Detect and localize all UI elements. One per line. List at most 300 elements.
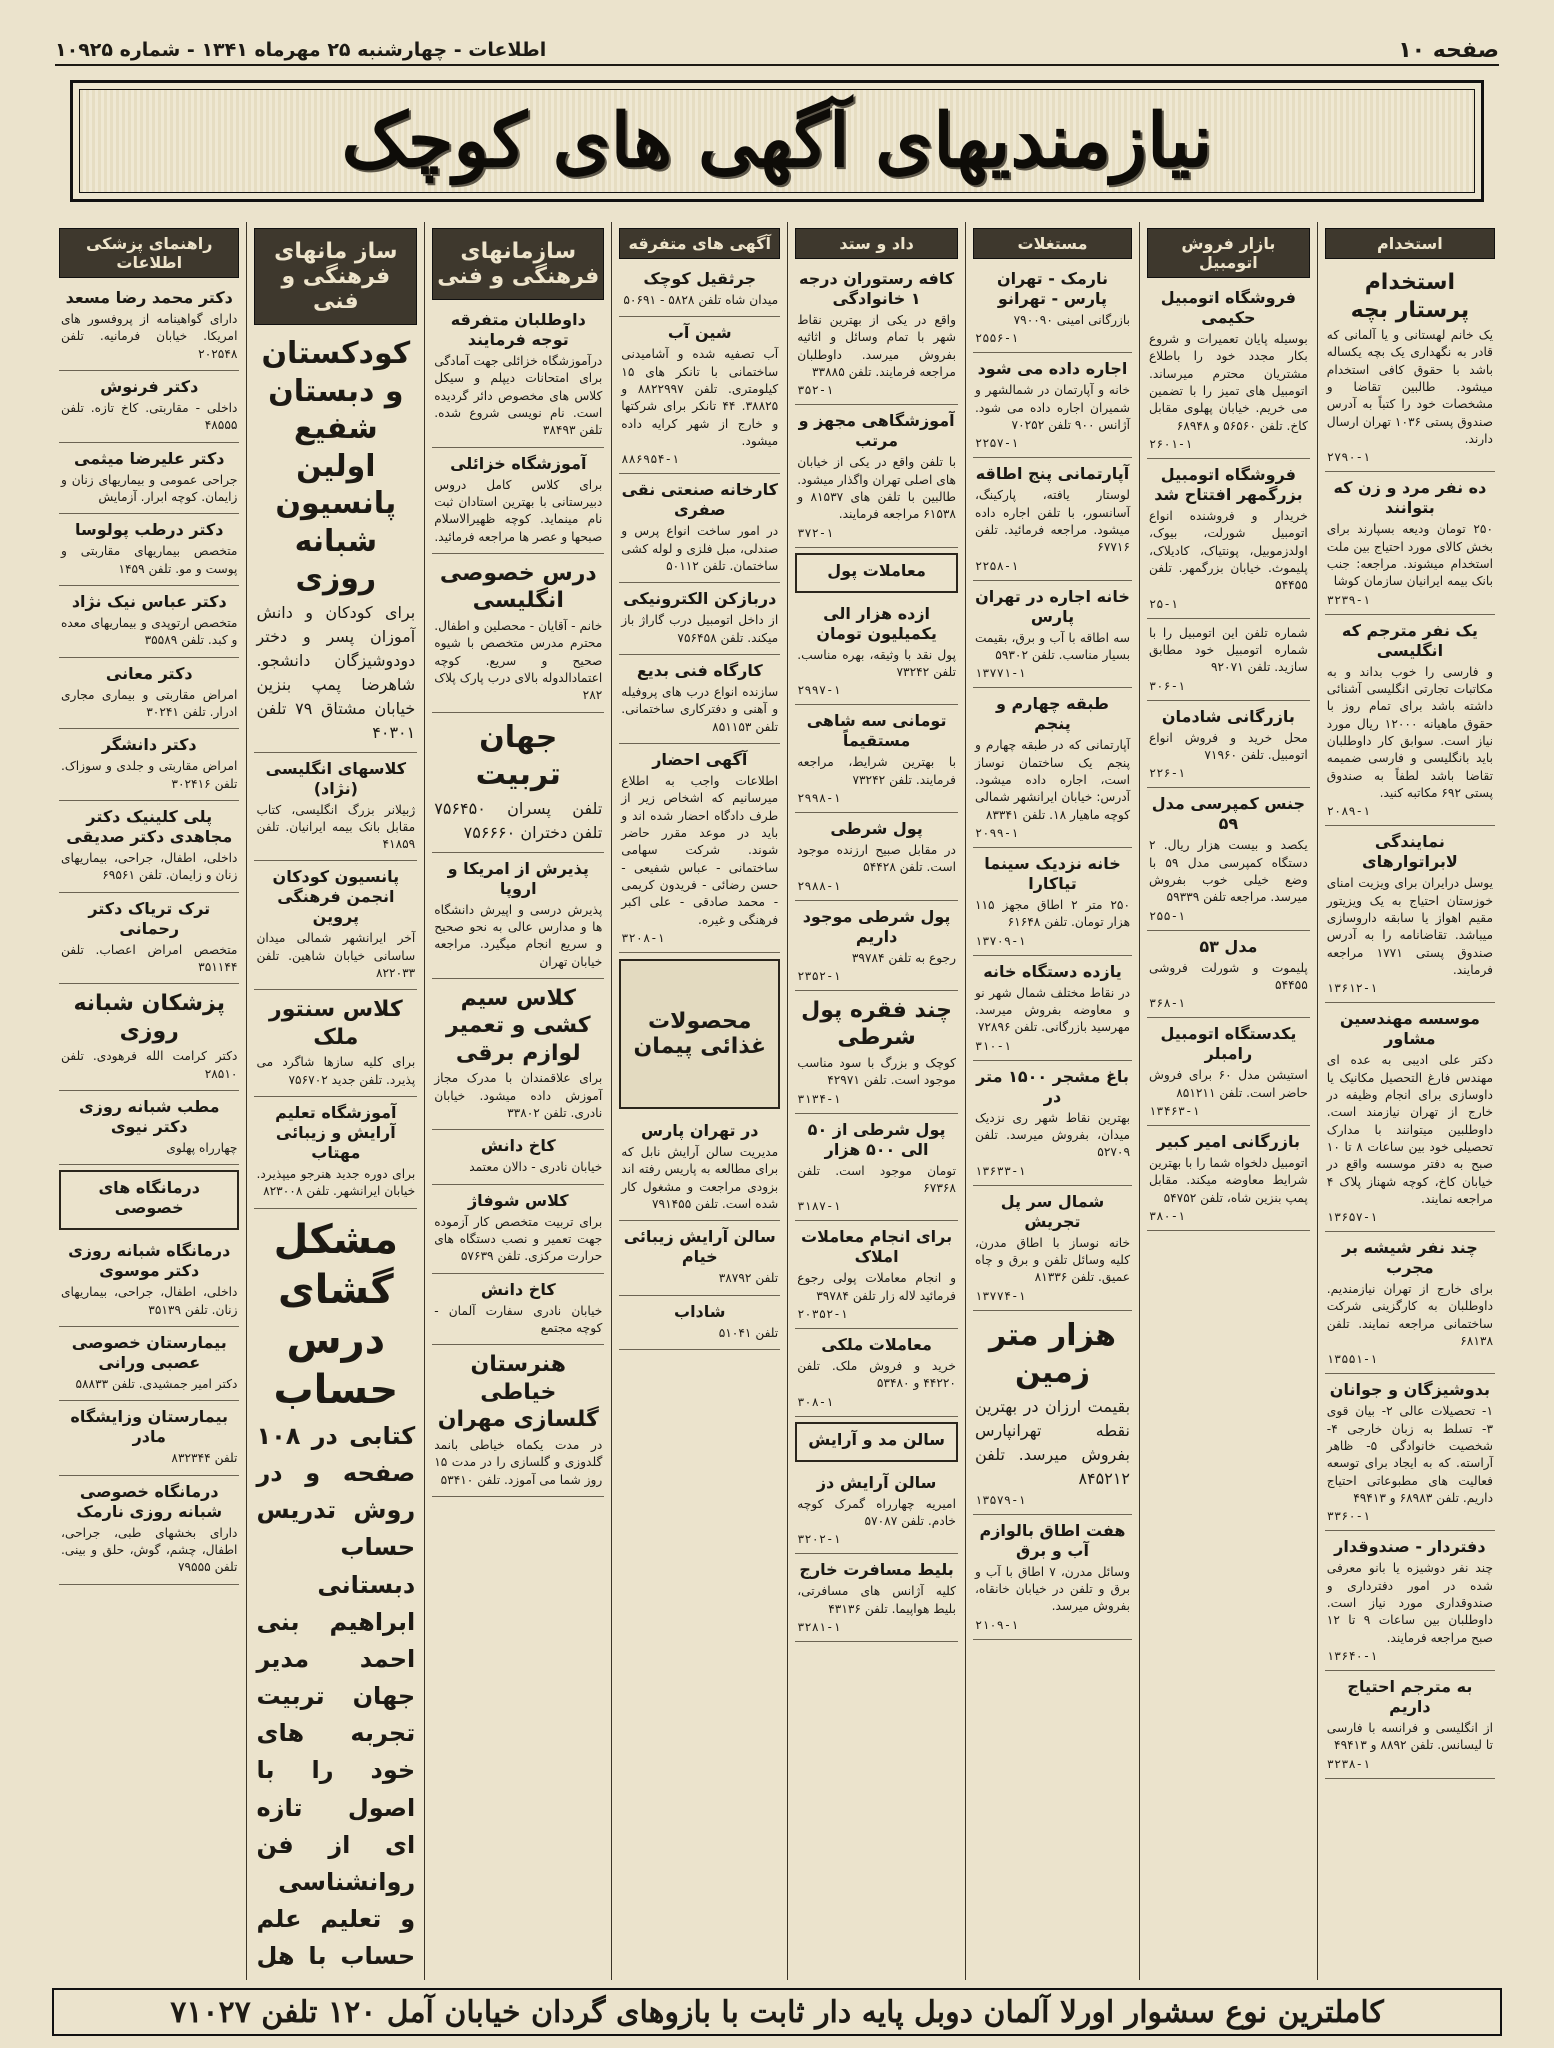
- ad-body: برای کلیه سازها شاگرد می پذیرد. تلفن جدید ۷۵۶۷۰۲: [256, 1055, 416, 1087]
- ad-body: اتومبیل دلخواه شما را با بهترین شرایط معاوضه میکند. مقابل پمپ بنزین شاه، تلفن ۵۴۷۵۲: [1149, 1155, 1308, 1205]
- ad-body: بهترین نقاط شهر ری نزدیک میدان، بفروش میرسد. تلفن ۵۲۷۰۹: [974, 1110, 1131, 1160]
- ad-body: خانم - آقایان - محصلین و اطفال. محترم مدرس متخصص با شیوه صحیح و سریع. کوچه اعتمادالدوله بالای درب پارک پلاک ۲۸۲: [434, 618, 603, 703]
- classified-ad: [795, 1554, 958, 1642]
- ad-body: پذیرش درسی و اپیرش دانشگاه ها و مدارس عالی به نحو صحیح و سریع انجام میگیرد. مراجعه خیابان تهران: [434, 902, 603, 969]
- ad-body: پول نقد با وثیقه، بهره مناسب. تلفن ۷۳۲۴۲: [797, 647, 956, 679]
- classified-ad: [254, 753, 417, 862]
- classified-ad: [1325, 1003, 1495, 1232]
- classified-ad: [795, 598, 958, 706]
- classified-ad: [59, 443, 239, 515]
- ad-body: داخلی - مقاربتی. کاخ تازه. تلفن ۴۸۵۵۵: [61, 400, 238, 433]
- classified-ad: [973, 688, 1132, 848]
- classified-ad: [59, 893, 239, 985]
- ad-title: بازرگانی امیر کبیر: [1156, 1131, 1301, 1151]
- ad-body: امیریه چهارراه گمرک کوچه خادم. تلفن ۵۷۰۸۷: [797, 1496, 956, 1528]
- ad-title: آگهی احضار: [652, 749, 748, 769]
- ad-body: پلیموت و شورلت فروشی ۵۴۴۵۵: [1149, 960, 1308, 992]
- ad-title: بلیط مسافرت خارج: [799, 1560, 954, 1580]
- ad-reference-number: ۲۷۹۰-۱: [1326, 450, 1371, 465]
- classified-ad: [254, 1097, 417, 1209]
- ad-title: کافه رستوران درجه ۱ خانوادگی: [799, 269, 955, 308]
- classified-ad: [973, 581, 1132, 689]
- ad-reference-number: ۲۲۵۸-۱: [974, 558, 1019, 573]
- ad-title: کلاس سیم کشی و تعمیر لوازم برقی: [445, 985, 591, 1066]
- column-heading: استخدام: [1325, 228, 1495, 259]
- classified-ad: [619, 317, 780, 474]
- ad-reference-number: ۲۰۹۹-۱: [974, 825, 1019, 840]
- ad-reference-number: ۱۳۵۵۱-۱: [1326, 1352, 1378, 1367]
- ad-title: یازده دستگاه خانه: [983, 961, 1122, 981]
- ad-title: آموزشگاه خزائلی: [450, 453, 587, 473]
- ad-reference-number: ۳۱۳۴-۱: [797, 1091, 841, 1106]
- ad-body: خرید و فروش ملک. تلفن ۴۴۲۲۰ و ۵۳۴۸۰: [797, 1358, 956, 1391]
- ad-title: اجاره داده می شود: [977, 359, 1128, 379]
- classified-ad: [619, 263, 780, 317]
- classified-ad: [795, 1422, 958, 1462]
- ad-body: دکتر علی ادیبی به عده ای مهندس فارغ التحصیل مکانیک یا داوسازی برای انجام وظیفه در خارج از تهران نیازمند است. داوطلبین میتوانند با مدارک تحصیلی خود بین ساعات ۸ تا ۱۰ صبح به دفتر موسسه واقع در خیابان کاخ، کوچه شهناز پلاک ۴ مراجعه نمایند.: [1326, 1053, 1494, 1206]
- ad-body: متخصص ارتوپدی و بیماریهای معده و کبد. تلفن ۳۵۵۸۹: [61, 615, 238, 648]
- classified-ad: [1325, 1232, 1495, 1374]
- ad-reference-number: ۲۲۶-۱: [1149, 766, 1186, 781]
- ad-body: از انگلیسی و فرانسه با فارسی تا لیسانس. تلفن ۸۸۹۲ و ۴۹۴۱۳: [1326, 1721, 1493, 1753]
- classified-ad: [973, 458, 1132, 580]
- ad-body: کوچک و بزرگ با سود مناسب موجود است. تلفن ۴۲۹۷۱: [797, 1055, 956, 1088]
- ad-reference-number: ۲۵۵۶-۱: [974, 331, 1019, 346]
- ad-body: متخصص بیماریهای مقاربتی و پوست و مو. تلفن ۱۴۵۹: [61, 544, 238, 576]
- ad-title: کاخ دانش: [480, 1136, 556, 1156]
- ad-reference-number: ۱۳۶۵۷-۱: [1326, 1210, 1378, 1225]
- ad-reference-number: ۳۲۸۱-۱: [797, 1619, 841, 1634]
- ad-reference-number: ۳۲۳۸-۱: [1326, 1756, 1371, 1771]
- ad-reference-number: ۳۲۰۸-۱: [621, 930, 665, 945]
- ad-reference-number: ۳۰۶-۱: [1149, 678, 1186, 693]
- classified-ad: [619, 1221, 780, 1295]
- ad-reference-number: ۳۲۰۲-۱: [797, 1532, 841, 1547]
- ad-title: فروشگاه اتومبیل بزرگمهر افتتاح شد: [1154, 464, 1303, 504]
- ad-body: در امور ساخت انواع پرس و صندلی، مبل فلزی و لوله کشی ساختمان. تلفن ۵۰۱۱۲: [621, 524, 779, 573]
- ad-body: خانه و آپارتمان در شمالشهر و شمیران اجاره داده می شود. آژانس ۹۰۰ تلفن ۷۰۲۵۲: [974, 383, 1131, 432]
- ad-title: بیمارستان خصوصی عصبی ورانی: [71, 1332, 227, 1372]
- ad-reference-number: ۳۶۸-۱: [1149, 996, 1186, 1011]
- classified-ad: [619, 583, 780, 655]
- classified-ad: [795, 705, 958, 813]
- column-heading: بازار فروش اتومبیل: [1147, 228, 1310, 278]
- ad-title: پول شرطی از ۵۰ الی ۵۰۰ هزار: [807, 1119, 946, 1159]
- ad-title: در تهران پارس: [640, 1120, 759, 1140]
- ad-body: ژبیلانر بزرگ انگلیسی، کتاب مقابل بانک بیمه ایرانیان. تلفن ۴۱۸۵۹: [256, 802, 416, 852]
- classified-ad: [973, 1061, 1132, 1186]
- ad-title: دکتر محمد رضا مسعد: [65, 288, 233, 307]
- ad-body: درآموزشگاه خزائلی جهت آمادگی برای امتحانات دیپلم و سیکل کلاس های مخصوص دائر گردیده است. نام نویسی شروع شده. تلفن ۳۸۴۹۳: [434, 354, 603, 438]
- classified-ad: [432, 979, 604, 1130]
- ad-title: طبقه چهارم و پنجم: [996, 694, 1109, 734]
- classified-ad: [432, 1130, 604, 1184]
- ad-body: برای علاقمندان با مدرک مجاز آموزش داده میشود. خیابان نادری. تلفن ۳۳۸۰۲: [434, 1071, 603, 1121]
- ad-body: با بهترین شرایط، مراجعه فرمایند. تلفن ۷۳۲۴۲: [797, 755, 956, 787]
- ad-title: هنرستان خیاطی گلسازی مهران: [437, 1352, 599, 1433]
- classified-ad: [59, 1476, 239, 1585]
- ad-body: یکصد و بیست هزار ریال. ۲ دستگاه کمپرسی مدل ۵۹ با وضع خیلی خوب بفروش میرسد. مراجعه تلفن ۵۹۳۳۹: [1149, 838, 1308, 905]
- ad-column: [611, 222, 787, 1980]
- ad-body: و انجام معاملات پولی رجوع فرمائید لاله زار تلفن ۳۹۷۸۴: [797, 1271, 956, 1303]
- ad-reference-number: ۳۵۲-۱: [797, 383, 834, 398]
- page-header: [55, 36, 1499, 66]
- classifieds-banner: [70, 80, 1484, 202]
- ad-title: خانه اجاره در تهران پارس: [975, 586, 1130, 626]
- ad-title: سالن مد و آرایش: [808, 1429, 945, 1449]
- ad-title: کارگاه فنی بدیع: [636, 660, 763, 680]
- ad-reference-number: ۱۳۶۱۲-۱: [1326, 981, 1378, 996]
- ad-title: کلاس شوفاژ: [467, 1190, 569, 1210]
- ad-title: دربازکن الکترونیکی: [623, 589, 777, 609]
- ad-title: شاداب: [673, 1301, 726, 1321]
- ad-body: دکتر امیر جمشیدی. تلفن ۵۸۸۳۳: [75, 1376, 238, 1391]
- classified-ad: [59, 282, 239, 371]
- ad-body: میدان شاه تلفن ۵۸۲۸ - ۵۰۶۹۱: [623, 293, 779, 307]
- classified-ad: [254, 990, 417, 1097]
- ad-title: شمال سر پل تجریش: [1000, 1191, 1105, 1231]
- banner-title: نیازمندیهای آگهی های کوچک: [341, 98, 1213, 184]
- ad-body: کتابی در ۱۰۸ صفحه و در روش تدریس حساب دبستانی ابراهیم بنی احمد مدیر جهان تربیت تجربه های خود را با اصول تازه ای از فن روانشناسی و تعلیم علم حساب با هل: [256, 1421, 416, 1971]
- ad-column: [52, 222, 246, 1980]
- ad-title: آموزشگاه تعلیم آرایش و زیبائی مهتاب: [275, 1103, 397, 1163]
- ad-reference-number: ۲۰۸۹-۱: [1326, 804, 1371, 819]
- ad-title: باغ مشجر ۱۵۰۰ متر در: [976, 1066, 1129, 1106]
- classified-ad: [619, 1296, 780, 1350]
- classified-ad: [1147, 701, 1310, 789]
- ad-title: مطب شبانه روزی دکتر نیوی: [78, 1096, 220, 1136]
- ad-column: [965, 222, 1139, 1980]
- classified-ad: [432, 554, 604, 713]
- ad-body: بازرگانی امینی ۷۹۰۰۹۰: [1013, 313, 1131, 327]
- ad-body: رجوع به تلفن ۳۹۷۸۴: [851, 950, 956, 965]
- classified-ad: [795, 553, 958, 593]
- ad-body: برای تربیت متخصص کار آزموده جهت تعمیر و نصب دستگاه های حرارت مرکزی. تلفن ۵۷۶۳۹: [434, 1214, 603, 1264]
- ad-body: تومان موجود است. تلفن ۶۷۳۶۸: [797, 1163, 956, 1195]
- ad-body: محل خرید و فروش انواع اتومبیل. تلفن ۷۱۹۶۰: [1149, 730, 1308, 762]
- ad-reference-number: ۲۲۵۷-۱: [974, 436, 1019, 451]
- food-products-advert: [619, 959, 780, 1109]
- ad-title: پذیرش از امریکا و اروپا: [447, 858, 589, 898]
- classified-ad: [973, 956, 1132, 1061]
- classified-ad: [432, 713, 604, 853]
- ad-body: تلفن ۳۸۷۹۲: [718, 1271, 779, 1286]
- ad-body: در مقابل صبیح ارزنده موجود است. تلفن ۵۴۴۲۸: [797, 842, 956, 875]
- classified-ad: [432, 853, 604, 979]
- ad-reference-number: ۲۰۳۵۲-۱: [797, 1306, 848, 1321]
- ad-body: خیابان نادری سفارت آلمان - کوچه مجتمع: [434, 1303, 603, 1336]
- ad-title: درمانگاه شبانه روزی دکتر موسوی: [68, 1241, 231, 1281]
- classified-ad: [795, 1221, 958, 1329]
- ad-body: امراض مقاربتی و جلدی و سوزاک. تلفن ۳۰۲۴۱۶: [61, 759, 238, 791]
- ad-body: برای کودکان و دانش آموزان پسر و دختر دودوشیزگان دانشجو. شاهرضا پمپ بنزین خیابان مشتاق ۷۹ تلفن ۴۰۳۰۱: [256, 602, 416, 742]
- ad-reference-number: ۱۳۶۴۰-۱: [1326, 1649, 1378, 1664]
- ad-title: نمایندگی لابراتوارهای: [1361, 832, 1458, 872]
- classified-ad: [1325, 1671, 1495, 1779]
- classified-ad: [619, 1115, 780, 1221]
- ad-body: ۱- تحصیلات عالی ۲- بیان قوی ۳- تسلط به زبان خارجی ۴- شخصیت خانوادگی ۵- ظاهر آراسته. که به ایجاد برای توسعه فعالیت های مطبوعاتی احتیاج داریم. تلفن ۶۸۹۸۳ و ۴۹۴۱۳: [1326, 1404, 1494, 1506]
- ad-title: معاملات پول: [827, 560, 926, 580]
- ad-body: سازنده انواع درب های پروفیله و آهنی و دفترکاری ساختمانی. تلفن ۸۵۱۱۵۳: [621, 684, 779, 734]
- footer-advert: کاملترین نوع سشوار اورلا آلمان دوبل پایه دار ثابت با بازوهای گردان خیابان آمل ۱۲۰ تلفن ۷۱۰۲۷: [52, 1988, 1502, 2036]
- ad-reference-number: ۳۱۰-۱: [974, 1038, 1012, 1053]
- classified-ad: [432, 304, 604, 448]
- classified-ad: [1147, 931, 1310, 1019]
- ad-body: آپارتمانی که در طبقه چهارم و پنجم یک ساختمان نوساز است، اجاره داده میشود. آدرس: خیابان ایرانشهر شمالی کوچه ماهیار ۱۸. تلفن ۸۳۳۴۱: [974, 738, 1131, 822]
- classified-ad: [1147, 619, 1310, 701]
- ad-title: دکتر معانی: [105, 663, 193, 683]
- column-heading: آگهی های متفرقه: [619, 228, 780, 259]
- ad-title: بیمارستان وزایشگاه مادر: [70, 1407, 229, 1447]
- ad-title: درمانگاه های خصوصی: [98, 1178, 200, 1218]
- ad-title: ترک تریاک دکتر رحمانی: [88, 898, 211, 938]
- ad-title: جرثقیل کوچک: [643, 269, 757, 288]
- ad-body: واقع در یکی از بهترین نقاط شهر با تمام وسائل و اثاثیه بفروش میرسد. داوطلبان مراجعه فرمایند. تلفن ۳۳۸۸۵: [797, 313, 956, 379]
- ad-reference-number: ۲۵-۱: [1149, 596, 1178, 611]
- ad-title: ده نفر مرد و زن که بتوانند: [1333, 478, 1487, 518]
- ad-body: شماره تلفن این اتومبیل را با شماره اتومبیل خود مطابق سازید. تلفن ۹۲۰۷۱: [1149, 625, 1308, 675]
- ad-title: نارمک - تهران پارس - تهرانو: [997, 269, 1108, 308]
- ad-body: تلفن ۸۳۲۳۴۴: [171, 1451, 238, 1466]
- classified-ad: [795, 1467, 958, 1555]
- ad-body: چهارراه پهلوی: [166, 1140, 238, 1155]
- classified-ad: [432, 1345, 604, 1496]
- classified-ad: [1147, 1126, 1310, 1231]
- ad-body: با تلفن واقع در یکی از خیابان های اصلی تهران واگذار میشود. طالبین با تلفن های ۸۱۵۳۷ و ۶۱۵۳۸ مراجعه فرمایند.: [797, 455, 956, 522]
- ad-reference-number: ۱۳۷۷۱-۱: [974, 666, 1026, 681]
- classified-ad: [619, 474, 780, 583]
- ad-title: دفتردار - صندوقدار: [1334, 1537, 1486, 1557]
- column-heading: راهنمای پزشکی اطلاعات: [59, 228, 239, 278]
- classified-ad: [973, 848, 1132, 956]
- ad-body: امراض مقاربتی و بیماری مجاری ادرار. تلفن ۳۰۲۴۱: [61, 687, 238, 719]
- classified-ad: [973, 353, 1132, 458]
- ad-reference-number: ۱۳۷۷۴-۱: [974, 1288, 1026, 1303]
- ad-title: برای انجام معاملات املاک: [801, 1227, 953, 1267]
- ad-body: دارای گواهینامه از پروفسور های امریکا. خیابان فرمانیه. تلفن ۲۰۲۵۴۸: [61, 312, 238, 361]
- classified-ad: [973, 1515, 1132, 1640]
- ad-body: برای دوره جدید هنرجو میپذیرد. خیابان ایرانشهر. تلفن ۸۲۳۰۰۸: [256, 1167, 416, 1199]
- classified-ad: [432, 448, 604, 554]
- ad-body: چند نفر دوشیزه یا بانو معرفی شده در امور دفترداری و صندوقداری مورد نیاز است. داوطلبان بین ساعات ۹ تا ۱۲ صبح مراجعه فرمایند.: [1326, 1561, 1493, 1645]
- ad-body: سه اطاقه با آب و برق، بقیمت بسیار مناسب. تلفن ۵۹۳۰۲: [974, 630, 1131, 662]
- classified-ad: [59, 658, 239, 730]
- classified-ad: [1325, 615, 1495, 827]
- classified-ad: [973, 1186, 1132, 1311]
- ad-title: چند فقره پول شرطی: [801, 997, 953, 1051]
- classified-ad: [1325, 826, 1495, 1003]
- ad-title: دکتر درطب پولوسا: [75, 520, 224, 540]
- ad-title: چند نفر شیشه بر مجرب: [1342, 1238, 1478, 1278]
- ad-body: در مدت یکماه خیاطی بانمد گلدوزی و گلسازی را در مدت ۱۵ روز شما می آموزد. تلفن ۵۳۴۱۰: [434, 1437, 603, 1487]
- classified-ad: [59, 514, 239, 586]
- ad-body: برای خارج از تهران نیازمندیم. داوطلبان به کارگزینی شرکت ساختمانی مراجعه نمایند. تلفن ۶۸۱۳۸: [1326, 1282, 1493, 1349]
- ad-title: فروشگاه اتومبیل حکیمی: [1160, 288, 1296, 327]
- classified-ad: [59, 1170, 239, 1230]
- ad-body: از داخل اتومبیل درب گاراژ باز میکند. تلفن ۷۵۶۴۵۸: [621, 613, 779, 645]
- ad-title: هزار متر زمین: [989, 1317, 1116, 1391]
- ad-reference-number: ۲۹۸۸-۱: [797, 878, 841, 893]
- ad-title: تومانی سه شاهی مستقیماً: [806, 711, 947, 751]
- ad-reference-number: ۲۹۹۸-۱: [797, 790, 841, 805]
- classified-ad: [1147, 282, 1310, 459]
- ad-title: پول شرطی موجود داریم: [802, 906, 951, 946]
- ad-body: وسائل مدرن، ۷ اطاق با آب و برق و تلفن در خیابان خانقاه، بفروش میرسد.: [974, 1564, 1131, 1614]
- ad-title: دکتر علیرضا میثمی: [74, 448, 225, 468]
- ad-title: معاملات ملکی: [821, 1334, 932, 1354]
- ad-body: بوسیله پایان تعمیرات و شروع بکار مجدد خود را باطلاع مشتریان محترم میرساند. اتومبیل های تمیز را با تضمین می خریم. خیابان پهلوی مقابل کاخ. تلفن ۵۶۵۶۰ و ۶۸۹۴۸: [1149, 332, 1308, 433]
- ad-body: آخر ایرانشهر شمالی میدان ساسانی خیابان شاهین. تلفن ۸۲۲۰۳۳: [256, 931, 416, 981]
- ad-title: آموزشگاهی مجهز و مرتب: [798, 411, 955, 451]
- classified-ad: [59, 586, 239, 658]
- ad-body: یک خانم لهستانی و یا آلمانی که قادر به نگهداری یک بچه یکساله باشد با حقوق کافی استخدام میشود. طالبین تقاضا و مشخصات خود را کتباً به آدرس صندوق پستی ۱۰۳۶ تهران ارسال دارند.: [1326, 328, 1493, 446]
- ad-body: تلفن ۵۱۰۴۱: [718, 1325, 779, 1340]
- ad-body: جراحی عمومی و بیماریهای زنان و زایمان. کوچه ابرار. آزمایش: [61, 472, 238, 504]
- ad-title: پزشکان شبانه روزی: [73, 991, 226, 1044]
- classified-ad: [795, 1114, 958, 1222]
- ad-reference-number: ۸۸۶۹۵۴-۱: [621, 452, 680, 467]
- ad-body: کلیه آژانس های مسافرتی، بلیط هواپیما. تلفن ۴۳۱۳۶: [797, 1584, 956, 1616]
- ad-reference-number: ۳۳۶۰-۱: [1326, 1509, 1371, 1524]
- ad-body: بقیمت ارزان در بهترین نقطه تهرانپارس بفروش میرسد. تلفن ۸۴۵۲۱۲: [974, 1396, 1131, 1488]
- classified-ad: [254, 861, 417, 990]
- column-heading: مستغلات: [973, 228, 1132, 259]
- classified-ad: [973, 263, 1132, 353]
- ad-column: [1139, 222, 1317, 1980]
- column-heading: داد و ستد: [795, 228, 958, 259]
- ad-column: [1317, 222, 1502, 1980]
- ad-reference-number: ۱۳۴۶۳-۱: [1149, 1103, 1200, 1118]
- ad-body: تلفن پسران ۷۵۶۴۵۰ تلفن دختران ۷۵۶۶۶۰: [434, 798, 603, 842]
- classified-ad: [254, 1209, 417, 1980]
- ad-body: در نقاط مختلف شمال شهر نو و معاوضه بفروش میرسد. مهرسید بازرگانی. تلفن ۷۲۸۹۶: [974, 985, 1131, 1035]
- ad-title: درمانگاه خصوصی شبانه روزی نارمک: [76, 1481, 223, 1521]
- classified-ad: [59, 1401, 239, 1475]
- ad-reference-number: ۳۲۳۹-۱: [1326, 592, 1371, 607]
- ad-title: هفت اطاق بالوازم آب و برق: [979, 1520, 1126, 1560]
- ad-title: داوطلبان متفرقه توجه فرمایند: [450, 310, 586, 349]
- ad-title: استخدام پرستار بچه: [1350, 270, 1470, 323]
- ad-body: و فارسی را خوب بداند و به مکاتبات تجارتی انگلیسی آشنائی داشته باشد برای تمام روز با حقوق ماهیانه ۱۲۰۰۰ ریال مورد نیاز است. سوابق کار داوطلبان باید بانگلیسی و فارسی ضمیمه تقاضا باشد لطفاً به صندوق پستی ۶۹۲ مکاتبه کنید.: [1326, 664, 1493, 800]
- ad-title: پلی کلینیک دکتر مجاهدی دکتر صدیقی: [66, 806, 233, 846]
- ad-body: دارای بخشهای طبی، جراحی، اطفال، چشم، گوش، حلق و بینی. تلفن ۷۹۵۵۵: [61, 1525, 238, 1575]
- ad-title: شین آب: [667, 323, 732, 343]
- classified-ad: [59, 1327, 239, 1401]
- classified-ad: [432, 1185, 604, 1274]
- ad-title: پول شرطی: [830, 818, 923, 838]
- ad-title: جنس کمپرسی مدل ۵۹: [1151, 794, 1306, 834]
- classified-ad: [59, 371, 239, 443]
- ad-body: خیابان نادری - دالان معتمد: [469, 1160, 603, 1175]
- classified-ad: [1147, 788, 1310, 930]
- ad-title: سالن آرایش زیبائی خیام: [623, 1227, 776, 1267]
- classified-ad: [59, 1235, 239, 1327]
- ad-body: داخلی، اطفال، جراحی، بیماریهای زنان و زایمان. تلفن ۶۹۵۶۱: [61, 850, 238, 883]
- ad-body: دکتر کرامت الله فرهودی. تلفن ۲۸۵۱۰: [61, 1049, 238, 1081]
- classified-ad: [1325, 263, 1495, 472]
- classified-ad: [795, 263, 958, 405]
- ad-title: کلاس سنتور ملک: [269, 997, 403, 1050]
- ad-title: موسسه مهندسین مشاور: [1339, 1009, 1480, 1049]
- classified-ad: [619, 744, 780, 953]
- classified-ad: [619, 655, 780, 744]
- ad-columns: [52, 222, 1502, 1980]
- classified-ad: [59, 801, 239, 893]
- ad-title: سالن آرایش دز: [816, 1472, 937, 1492]
- ad-title: مدل ۵۳: [1199, 936, 1258, 956]
- ad-title: دکتر فرنوش: [100, 376, 199, 396]
- ad-reference-number: ۲۵۵-۱: [1149, 908, 1186, 923]
- ad-body: ۲۵۰ متر ۲ اطاق مجهز ۱۱۵ هزار تومان. تلفن ۶۱۶۴۸: [974, 897, 1131, 930]
- ad-title: جهان تربیت: [475, 719, 561, 793]
- ad-title: کارخانه صنعتی نقی صفری: [621, 480, 778, 520]
- ad-body: خریدار و فروشنده انواع اتومبیل شورلت، بیوک، اولدزموبیل، پونتیاک، کادیلاک، پلیموث. خیابان بزرگمهر. تلفن ۵۴۴۵۵: [1149, 508, 1308, 593]
- classified-ad: [432, 1274, 604, 1346]
- ad-title: کلاسهای انگلیسی (نژاد): [265, 758, 406, 798]
- page-number: صفحه ۱۰: [1398, 37, 1499, 63]
- ad-body: داخلی، اطفال، جراحی، بیماریهای زنان. تلفن ۳۵۱۳۹: [61, 1285, 238, 1317]
- ad-body: مدیریت سالن آرایش نابل که برای مطالعه به پاریس رفته اند بزودی مراجعت و مشغول کار شده است. تلفن ۷۹۱۴۵۵: [621, 1144, 779, 1211]
- ad-title: درس خصوصی انگلیسی: [439, 560, 597, 614]
- ad-title: دکتر دانشگر: [101, 735, 197, 755]
- ad-column: [787, 222, 965, 1980]
- classified-ad: [795, 991, 958, 1114]
- ad-reference-number: ۲۱۰۹-۱: [974, 1617, 1019, 1632]
- ad-reference-number: ۱۳۷۰۹-۱: [974, 933, 1026, 948]
- classified-ad: [59, 984, 239, 1091]
- ad-title: ازده هزار الی یکمیلیون تومان: [816, 603, 937, 643]
- ad-column: [424, 222, 611, 1980]
- ad-title: کودکستان و دبستان شفیع اولین پانسیون شبانه روزی: [261, 336, 411, 596]
- classified-ad: [254, 329, 417, 753]
- ad-title: خانه نزدیک سینما تیاکارا: [984, 853, 1121, 893]
- ad-reference-number: ۲۹۹۷-۱: [797, 683, 841, 698]
- column-heading: ساز مانهای فرهنگی و فنی: [254, 228, 417, 325]
- ad-body: استیشن مدل ۶۰ برای فروش حاضر است. تلفن ۸۵۱۲۱۱: [1149, 1068, 1308, 1100]
- ad-reference-number: ۳۸۰-۱: [1149, 1208, 1186, 1223]
- classified-ad: [1147, 459, 1310, 619]
- ad-title: کاخ دانش: [480, 1279, 556, 1299]
- ad-title: بازرگانی شادمان: [1161, 706, 1295, 726]
- advert-title: محصولات غذائی پیمان: [633, 1008, 766, 1059]
- classified-ad: [973, 1311, 1132, 1515]
- classified-ad: [1325, 1531, 1495, 1671]
- ad-column: [246, 222, 424, 1980]
- classified-ad: [1325, 472, 1495, 614]
- ad-title: یک نفر مترجم که انگلیسی: [1341, 620, 1478, 660]
- classified-ad: [795, 901, 958, 991]
- classified-ad: [795, 405, 958, 547]
- ad-title: دکتر عباس نیک نژاد: [71, 591, 227, 611]
- ad-reference-number: ۲۶۰۱-۱: [1149, 436, 1193, 451]
- ad-body: لوستار یافته، پارکینگ، آسانسور، با تلفن اجاره داده میشود. مراجعه فرمائید. تلفن ۶۷۷۱۶: [974, 488, 1131, 555]
- classified-ad: [59, 1091, 239, 1165]
- classified-ad: [1325, 1374, 1495, 1531]
- ad-body: متخصص امراض اعصاب. تلفن ۳۵۱۱۴۴: [61, 942, 238, 974]
- ad-reference-number: ۳۱۸۷-۱: [797, 1199, 841, 1214]
- ad-body: خانه نوساز با اطاق مدرن، کلیه وسائل تلفن و برق و چاه عمیق. تلفن ۸۱۳۳۶: [974, 1235, 1131, 1285]
- ad-title: پانسیون کودکان انجمن فرهنگی پروین: [272, 867, 400, 927]
- classified-ad: [59, 729, 239, 801]
- ad-reference-number: ۱۳۶۳۳-۱: [974, 1163, 1026, 1178]
- ad-title: بدوشیزگان و جوانان: [1329, 1380, 1490, 1400]
- ad-title: مشکل گشای درس حساب: [273, 1216, 399, 1413]
- ad-reference-number: ۲۳۵۲-۱: [797, 968, 841, 983]
- column-heading: سازمانهای فرهنگی و فنی: [432, 228, 604, 300]
- ad-reference-number: ۳۷۲-۱: [797, 525, 834, 540]
- ad-body: اطلاعات واجب به اطلاع میرسانیم که اشخاص زیر از طرف دادگاه احضار شده اند و باید در موعد مقرر حاضر شوند. شرکت سهامی ساختمانی - عباس شفیعی - حسن رضائی - فریدون کریمی - محمد صادقی - علی اکبر فرهنگی و غیره.: [621, 773, 779, 927]
- ad-title: به مترجم احتیاج داریم: [1347, 1677, 1473, 1717]
